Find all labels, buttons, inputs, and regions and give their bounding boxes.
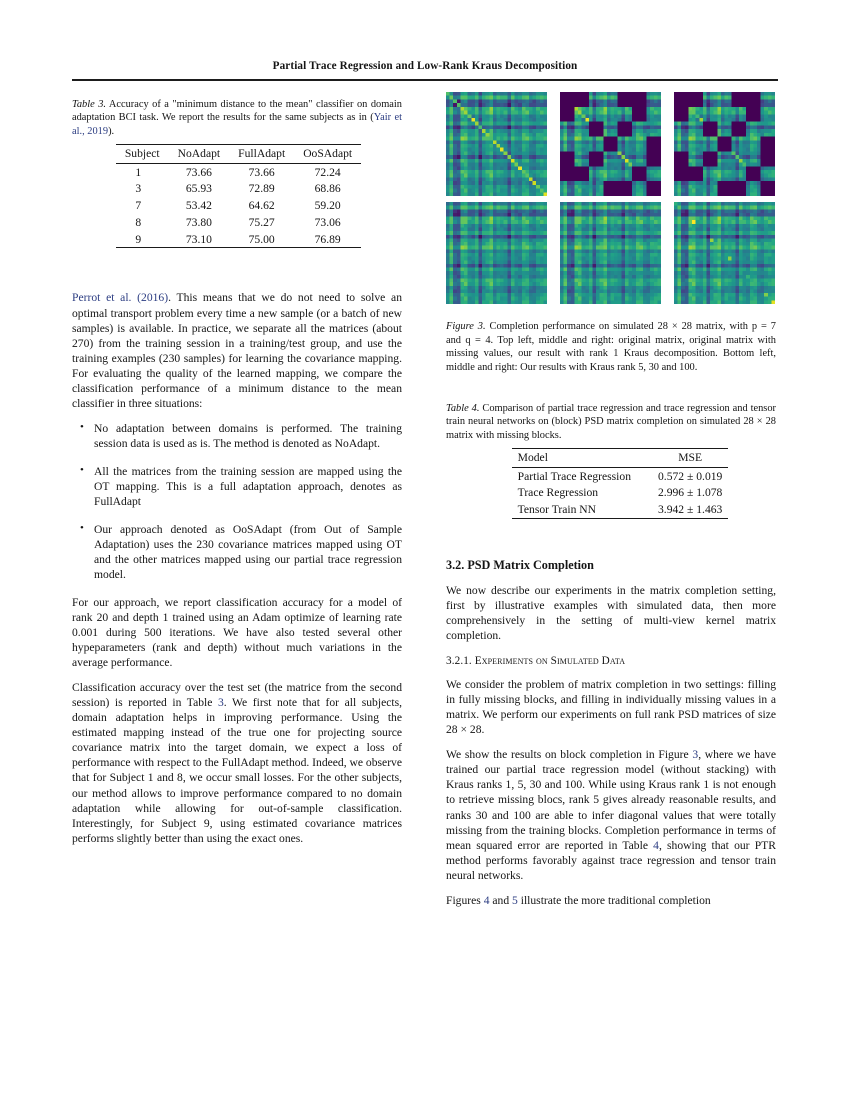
table3-reference-link[interactable]: 3 (217, 695, 224, 709)
table4-r0-mse: 0.572 ± 0.019 (640, 467, 728, 484)
section-heading-3-2: 3.2. PSD Matrix Completion (446, 558, 594, 573)
right-column (446, 320, 776, 917)
table4-reference-link[interactable]: 4 (653, 838, 659, 852)
right-paragraph-3 (446, 747, 776, 883)
table3-r2-oosadapt: 59.20 (314, 199, 341, 213)
subsection-heading-3-2-1: 3.2.1. Experiments on Simulated Data (446, 654, 626, 667)
table3-col-fulladapt: FullAdapt (229, 144, 294, 163)
table-row (512, 485, 729, 502)
right-paragraph-3-b: , where we have trained our partial trace regression model (without stacking) with Kraus ranks 1, 5, 30 and 100. While using Kraus rank 1 is not enough to retrieve missing blocs, rank 5 gives already reasonable results, and ranks 30 and 100 are able to infer diagonal values that were totally missing from the training blocks. Completion performance in terms of mean squared error are reported in Table (446, 748, 776, 852)
left-paragraph-3-b: . We first note that for all subjects, domain adaptation helps in improving performance. Using the estimated mapping instead of the true one for projecting source covariance matrix into the target domain, we expect a loss of performance with respect to the FullAdapt method. Indeed, we observe that for Subject 1 and 8, we occur small losses. For the other subjects, our method allows to improve performance compared to no domain adaptation while allowing for out-of-sample classification. Interestingly, for Subject 9, using estimated covariance matrices performs slightly better than using the exact ones. (72, 695, 402, 845)
table4-caption (446, 402, 776, 442)
right-paragraph-4-mid: and (489, 893, 513, 907)
right-paragraph-2: We consider the problem of matrix completion in two settings: filling in fully missing blocks, and filling in individually missing values in a matrix. We perform our experiments on full rank PSD matrices of size 28 × 28. (446, 678, 776, 737)
figure3-reference-link[interactable]: 3 (692, 748, 699, 762)
adaptation-settings-list (72, 421, 402, 582)
perrot-citation[interactable]: Perrot et al. (2016) (72, 291, 169, 305)
running-header-title: Partial Trace Regression and Low-Rank Kraus Decomposition (272, 60, 578, 72)
table3-caption-text-a: Accuracy of a "minimum distance to the mean" classifier on domain adaptation BCI task. We report the results for the same subjects as in ( (72, 99, 402, 124)
table3-r1-fulladapt: 72.89 (248, 182, 275, 196)
right-paragraph-4 (446, 893, 776, 908)
table3-caption-label: Table 3. (72, 99, 106, 110)
spacer-before-table4 (446, 386, 776, 402)
table3-header-row (116, 144, 361, 163)
left-paragraph-1-text: . This means that we do not need to solve an optimal transport problem every time a new sample (or a batch of new samples) is available. In practice, we separate all the matrices (about 270) from the training session in a training/test group, and use the training examples (230 samples) for learning the covariance mapping. For evaluating the quality of the learned mapping, we compare the classification performance of a minimum distance to the mean classifier in three situations: (72, 291, 402, 411)
figure3-caption-text: Completion performance on simulated 28 × 28 matrix, with p = 7 and q = 4. Top left, middle and right: original matrix, original matrix with missing values, our result with rank 1 Kraus decomposition. Bottom left, middle and right: Our results with Kraus rank 5, 30 and 100. (446, 321, 776, 373)
table3-r1-noadapt: 65.93 (185, 182, 212, 196)
table3-r4-fulladapt: 75.00 (229, 231, 294, 248)
table3-r0-fulladapt: 73.66 (229, 163, 294, 180)
figure4-reference-link[interactable]: 4 (483, 893, 490, 907)
table3-r0-oosadapt: 72.24 (294, 163, 361, 180)
spacer-after-table3 (72, 248, 402, 290)
right-paragraph-1: We now describe our experiments in the matrix completion setting, first by illustrative examples with simulated data, then more comprehensively in the setting of multi-view kernel matrix completion. (446, 584, 776, 643)
table3-r0-subject: 1 (116, 163, 169, 180)
figure3-top-row (446, 92, 776, 196)
table3-r2-noadapt: 53.42 (185, 199, 212, 213)
table-row (116, 231, 361, 248)
left-paragraph-3 (72, 680, 402, 846)
table-row (116, 197, 361, 214)
table3-caption-text-b: ). (108, 125, 115, 137)
table3-caption (72, 98, 402, 138)
right-paragraph-3-c: , showing that our PTR method performs favorably against trace regression and tensor train neural networks. (446, 838, 776, 883)
list-item: • Our approach denoted as OoSAdapt (from Out of Sample Adaptation) uses the 230 covariance matrices mapped using OT and the other matrices mapped using our partial trace regression model. (92, 522, 402, 583)
table4-wrapper (476, 448, 764, 519)
table3-r4-noadapt: 73.10 (169, 231, 230, 248)
left-paragraph-2: For our approach, we report classification accuracy for a model of rank 20 and depth 1 trained using an Adam optimize of learning rate 0.001 during 500 iterations. We have also tested several other hypeparameters (rank and depth) without much variations in the average performance. (72, 595, 402, 670)
table4-header-row (512, 449, 729, 468)
heatmap-kraus-rank-1-result (674, 92, 775, 196)
table3-r3-fulladapt: 75.27 (248, 215, 275, 229)
table3-citation[interactable]: Yair et al., 2019 (72, 112, 402, 137)
left-column (72, 98, 402, 856)
table-row (116, 214, 361, 231)
left-paragraph-1 (72, 290, 402, 411)
right-paragraph-4-b: illustrate the more traditional completion (517, 893, 711, 907)
table3 (116, 144, 361, 249)
table3-r1-oosadapt: 68.86 (314, 182, 341, 196)
table3-r3-oosadapt: 73.06 (314, 215, 341, 229)
table4-r1-model: Trace Regression (517, 486, 599, 500)
list-item: • All the matrices from the training session are mapped using the OT mapping. This is a full adaptation approach, denotes as FullAdapt (92, 464, 402, 509)
table3-r2-fulladapt: 64.62 (248, 199, 275, 213)
table-row (116, 163, 361, 180)
table4-col-model: Model (512, 449, 640, 468)
table-row (116, 181, 361, 198)
figure3-bottom-row (446, 202, 776, 304)
table4-r1-mse: 2.996 ± 1.078 (658, 486, 723, 500)
table3-col-subject: Subject (116, 144, 169, 163)
figure5-reference-link[interactable]: 5 (512, 893, 518, 907)
table-row (512, 501, 729, 518)
table4-r0-model: Partial Trace Regression (512, 467, 640, 484)
spacer-after-table4 (446, 519, 776, 553)
header-rule (72, 79, 778, 81)
heatmap-original-matrix (446, 92, 547, 196)
table-row (512, 467, 729, 484)
table3-r4-subject: 9 (116, 231, 169, 248)
table3-r3-subject: 8 (135, 215, 142, 229)
table3-col-oosadapt: OoSAdapt (294, 144, 361, 163)
table3-body (116, 163, 361, 248)
table3-r1-subject: 3 (135, 182, 142, 196)
table4-body (512, 467, 729, 518)
figure3-image-grid (446, 92, 776, 314)
table3-r2-subject: 7 (135, 199, 142, 213)
heatmap-kraus-rank-100-result (674, 202, 775, 304)
table4-r2-mse: 3.942 ± 1.463 (640, 501, 728, 518)
right-paragraph-4-a: Figures (446, 893, 484, 907)
table3-r0-noadapt: 73.66 (169, 163, 230, 180)
heatmap-matrix-with-missing-values (560, 92, 661, 196)
list-item: • No adaptation between domains is performed. The training session data is used as is. The method is denoted as NoAdapt. (92, 421, 402, 451)
table4-caption-text: Comparison of partial trace regression and trace regression and tensor train neural networks on (block) PSD matrix completion on simulated 28 × 28 matrix with missing blocks. (446, 403, 777, 441)
table3-r3-noadapt: 73.80 (185, 215, 212, 229)
heatmap-kraus-rank-5-result (446, 202, 547, 304)
table3-col-noadapt: NoAdapt (169, 144, 230, 163)
figure3-caption-label: Figure 3. (446, 321, 486, 332)
table4 (512, 448, 729, 519)
figure3-caption (446, 320, 776, 374)
left-paragraph-3-a: Classification accuracy over the test set (the matrice from the second session) is reported in Table (72, 680, 402, 709)
table3-wrapper (85, 144, 392, 249)
table3-r4-oosadapt: 76.89 (294, 231, 361, 248)
table4-caption-label: Table 4. (446, 403, 480, 415)
right-paragraph-3-a: We show the results on block completion in Figure (446, 748, 693, 762)
heatmap-kraus-rank-30-result (560, 202, 661, 304)
table4-col-mse: MSE (640, 449, 728, 468)
table4-r2-model: Tensor Train NN (512, 501, 640, 518)
